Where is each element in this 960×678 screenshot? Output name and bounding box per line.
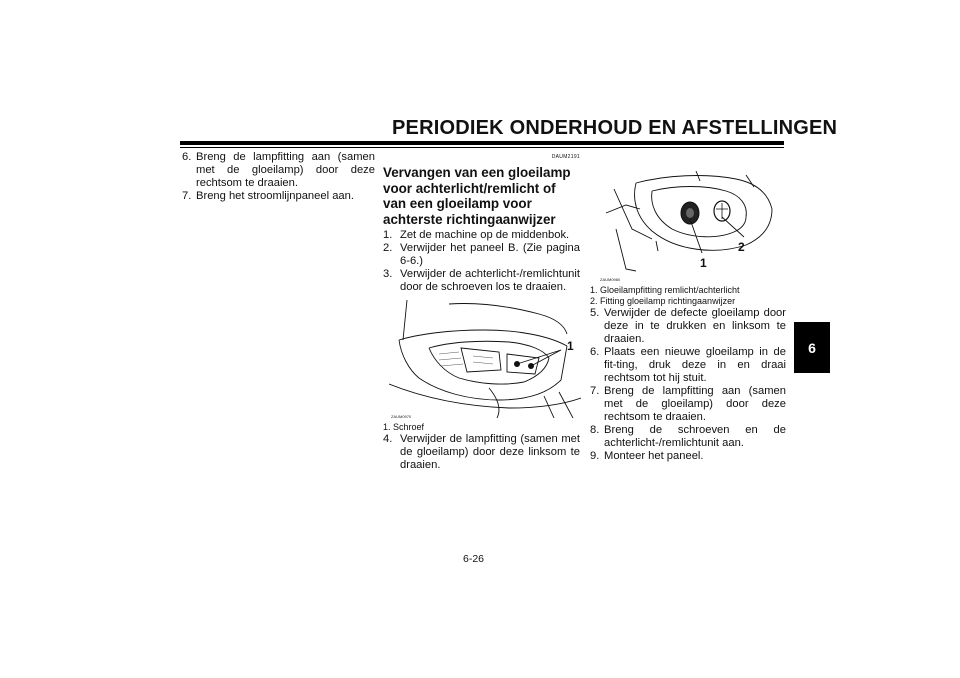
step-number: 8. [590,424,600,436]
step-text: Zet de machine op de middenbok. [400,229,570,241]
figure-code: ZAUM0970 [391,414,412,419]
step-9 [590,450,786,463]
bulb-socket-illustration [596,169,776,281]
step-number: 5. [590,307,600,319]
step-7 [182,190,375,203]
taillight-illustration [389,300,581,418]
steps-list-before [383,229,580,294]
step-2 [383,242,580,268]
step-text: Plaats een nieuwe gloeilamp in de fit-ting, druk deze in en draai rechtsom tot hij stuit. [604,346,786,384]
figure-caption [383,422,580,433]
caption-line-2: 2. Fitting gloeilamp richtingaanwijzer [590,296,736,306]
step-number: 6. [590,346,600,358]
step-3 [383,268,580,294]
steps-list [182,151,375,203]
step-8 [590,424,786,450]
step-number: 4. [383,433,393,445]
callout-number-2: 2 [738,240,745,254]
steps-list [590,307,786,463]
caption-line: 1. Schroef [383,422,425,432]
column-left [182,151,375,203]
step-7 [590,385,786,424]
section-title: Vervangen van een gloeilamp voor achterlicht/remlicht of van een gloeilamp voor achterste richtingaanwijzer [383,165,571,227]
page-title: PERIODIEK ONDERHOUD EN AFSTELLINGEN [392,117,838,139]
step-text: Verwijder de achterlicht-/remlichtunit door de schroeven los te draaien. [400,268,580,293]
step-6 [182,151,375,190]
step-text: Verwijder de defecte gloeilamp door deze in te drukken en linksom te draaien. [604,307,786,345]
callout-number: 1 [567,339,574,353]
figure-caption [590,285,786,307]
section-code: DAUM2191 [551,154,580,160]
step-6 [590,346,786,385]
figure-bulb-sockets [596,169,776,281]
page-number: 6-26 [463,553,485,565]
step-number: 6. [182,151,192,163]
step-text: Verwijder het paneel B. (Zie pagina 6-6.) [400,242,580,267]
step-number: 3. [383,268,393,280]
step-number: 7. [182,190,192,202]
step-text: Breng de lampfitting aan (samen met de gloeilamp) door deze rechtsom te draaien. [604,385,786,423]
step-text: Breng het stroomlijnpaneel aan. [196,190,354,202]
step-number: 9. [590,450,600,462]
callout-number-1: 1 [700,256,707,270]
step-1 [383,229,580,242]
header-rule [180,141,784,145]
step-4 [383,433,580,472]
column-right [590,151,786,463]
chapter-tab: 6 [794,322,830,373]
step-text: Breng de schroeven en de achterlicht-/remlichtunit aan. [604,424,786,449]
step-number: 1. [383,229,393,241]
figure-code: ZAUM0980 [600,277,621,282]
column-middle [383,151,580,472]
step-text: Breng de lampfitting aan (samen met de gloeilamp) door deze rechtsom te draaien. [196,151,375,189]
figure-taillight-screws [389,300,581,418]
header-rule-thin [180,147,784,148]
step-text: Verwijder de lampfitting (samen met de gloeilamp) door deze linksom te draaien. [400,433,580,471]
step-text: Monteer het paneel. [604,450,704,462]
step-number: 7. [590,385,600,397]
step-number: 2. [383,242,393,254]
caption-line-1: 1. Gloeilampfitting remlicht/achterlicht [590,285,740,295]
steps-list-after [383,433,580,472]
step-5 [590,307,786,346]
